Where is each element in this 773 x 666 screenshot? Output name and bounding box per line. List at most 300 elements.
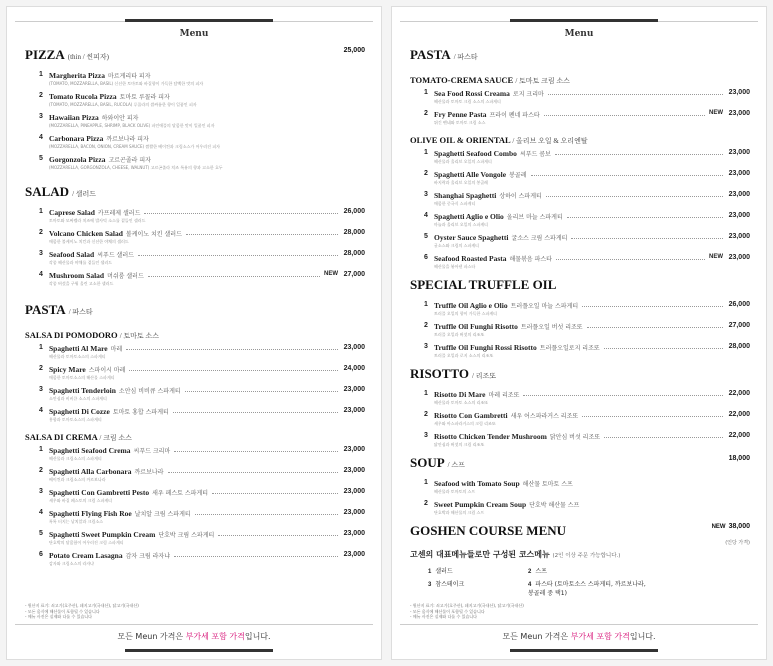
dot-leader <box>587 327 723 328</box>
item-description: (MOZZARELLA, GORGONZOLA, CHEESE, WALNUT) 고르곤졸라 치즈 특유의 향과 고소한 호두 <box>49 165 223 170</box>
item-name-kr: 스파이시 마레 <box>88 367 126 374</box>
menu-item <box>39 386 365 407</box>
dot-leader <box>168 472 338 473</box>
item-description: 해산물과 토마토의 스프 <box>434 489 476 494</box>
course-item <box>528 579 648 597</box>
item-name-en: Sea Food Rossi Creama <box>434 89 510 98</box>
menu-item <box>39 92 365 113</box>
footnote-line: - 메뉴 사진은 실제와 다를 수 있습니다 <box>25 614 93 619</box>
course-item-number: 1 <box>428 569 432 575</box>
item-price: 24,000 <box>343 365 365 372</box>
item-name <box>49 134 149 143</box>
item-name-kr: 토마토 루꼴라 피자 <box>119 94 170 101</box>
dot-leader <box>523 395 723 396</box>
section-subtitle: (thin / 씬피자) <box>67 53 110 61</box>
section-title: RISOTTO <box>410 366 470 381</box>
menu-item <box>424 432 750 453</box>
section-price: 18,000 <box>728 455 750 462</box>
item-name-en: Sweet Pumpkin Cream Soup <box>434 500 527 509</box>
item-name-kr: 트러플오일 마늘 스파게티 <box>510 303 579 310</box>
item-price: 26,000 <box>343 208 365 215</box>
menu-item <box>39 229 365 250</box>
item-name-kr: 날치알 크림 스파게티 <box>134 511 191 518</box>
item-name <box>49 71 151 80</box>
item-number: 4 <box>424 212 428 219</box>
menu-item <box>39 365 365 386</box>
item-price: 22,000 <box>728 390 750 397</box>
footnote-line: - 원산지 표기: 쇠고기(호주산), 돼지고기(국내산), 닭고기(국내산) <box>410 603 524 608</box>
menu-item <box>424 89 750 110</box>
item-name <box>434 390 519 399</box>
course-price <box>712 523 750 530</box>
item-name <box>49 155 151 164</box>
footer-rule <box>15 624 373 625</box>
dot-leader <box>185 391 338 392</box>
item-number: 6 <box>424 254 428 261</box>
item-name-kr: 마레 <box>110 346 123 353</box>
item-price: 23,000 <box>343 488 365 495</box>
item-name-kr: 트러플오일로지 리조또 <box>539 345 600 352</box>
subsection-title: OLIVE OIL & ORIENTAL <box>410 135 511 145</box>
item-price: 28,000 <box>728 343 750 350</box>
item-name-en: Spaghetti Alle Vongole <box>434 170 507 179</box>
item-name-en: Spaghetti Aglio e Olio <box>434 212 504 221</box>
section-subtitle: / 샐러드 <box>72 190 97 198</box>
item-number: 6 <box>39 551 43 558</box>
item-name-en: Margherita Pizza <box>49 71 106 80</box>
item-number: 1 <box>39 446 43 453</box>
item-price: 28,000 <box>343 250 365 257</box>
item-name-en: Caprese Salad <box>49 208 95 217</box>
item-name-en: Spaghetti Con Gambretti Pesto <box>49 488 150 497</box>
item-name-kr: 까르보나라 피자 <box>106 136 149 143</box>
section-title: GOSHEN COURSE MENU <box>410 523 567 538</box>
item-description: 매콤한 볼케이노 치킨과 신선한 야채의 샐러드 <box>49 239 129 244</box>
new-badge: NEW <box>709 110 723 116</box>
section-heading <box>410 523 750 539</box>
course-item <box>528 566 648 575</box>
item-name-en: Tomato Rucola Pizza <box>49 92 117 101</box>
item-name <box>49 509 191 518</box>
item-description: 매콤한 토마토소스의 해산물 스파게티 <box>49 375 115 380</box>
item-number: 2 <box>424 170 428 177</box>
item-price: 23,000 <box>343 344 365 351</box>
item-name-kr: 새우 페스토 스파게티 <box>152 490 209 497</box>
item-description: 매콤한 중국식 스파게티 <box>434 201 476 206</box>
vat-note: 모든 Meun 가격은 부가세 포함 가격입니다. <box>117 632 271 641</box>
footnotes <box>410 603 524 620</box>
item-price: 22,000 <box>728 432 750 439</box>
item-name-kr: 까르보나라 <box>134 469 164 476</box>
item-name-en: Oyster Sauce Spaghetti <box>434 233 509 242</box>
dot-leader <box>531 175 723 176</box>
item-name-kr: 로지 크리마 <box>512 91 544 98</box>
item-price: 23,000 <box>728 110 750 117</box>
item-number: 2 <box>424 110 428 117</box>
section-heading <box>25 302 365 318</box>
menu-item <box>39 551 365 572</box>
subsection-heading <box>410 75 750 86</box>
item-description: 해산물을 볶아낸 파스타 <box>434 264 476 269</box>
item-name-kr: 해물볶음 파스타 <box>509 256 552 263</box>
item-number: 1 <box>424 390 428 397</box>
item-description: 트러플 오일의 향이 가득한 스파게티 <box>434 311 498 316</box>
item-price: 23,000 <box>343 551 365 558</box>
item-number: 2 <box>39 365 43 372</box>
dot-leader <box>582 416 723 417</box>
item-name <box>434 233 567 242</box>
page-title: Menu <box>179 29 209 39</box>
item-price: 22,000 <box>728 411 750 418</box>
item-description: 톡톡 터지는 날치알과 크림소스 <box>49 519 104 524</box>
menu-item <box>424 411 750 432</box>
item-name-en: Spaghetti Al Mare <box>49 344 108 353</box>
item-name <box>49 467 164 476</box>
dot-leader <box>186 234 338 235</box>
menu-item <box>39 530 365 551</box>
menu-item <box>39 344 365 365</box>
dot-leader <box>129 370 338 371</box>
section-heading <box>410 366 750 382</box>
footnote-line: - 모든 음식에 해산물이 포함될 수 있습니다 <box>25 608 100 614</box>
dot-leader <box>174 556 338 557</box>
item-number: 1 <box>424 149 428 156</box>
item-name-en: Spaghetti Sweet Pumpkin Cream <box>49 530 156 539</box>
page-title: Menu <box>564 29 594 39</box>
section-title: SALAD <box>25 184 70 199</box>
item-name-kr: 씨푸드 콤보 <box>519 151 551 158</box>
course-item <box>428 579 528 597</box>
item-name-kr: 새우 어스파라거스 리조또 <box>510 413 579 420</box>
item-number: 3 <box>39 386 43 393</box>
item-name-kr: 프라이 펜네 파스타 <box>489 112 540 119</box>
item-name <box>49 551 170 560</box>
dot-leader <box>144 213 338 214</box>
dot-leader <box>546 196 723 197</box>
item-number: 2 <box>39 467 43 474</box>
footnote-line: - 메뉴 사진은 실제와 다를 수 있습니다 <box>410 614 478 619</box>
course-item-text: 참스테이크 <box>435 581 465 588</box>
item-name-en: Spaghetti Flying Fish Roe <box>49 509 132 518</box>
top-accent-bar <box>510 19 658 22</box>
item-name-en: Mushroom Salad <box>49 271 105 280</box>
item-number: 1 <box>39 344 43 351</box>
item-number: 1 <box>424 301 428 308</box>
item-name-kr: 볼케이노 치킨 샐러드 <box>125 231 182 238</box>
item-number: 2 <box>39 92 43 99</box>
dot-leader <box>126 349 338 350</box>
item-name-kr: 단호박 크림 스파게티 <box>158 532 215 539</box>
item-description: 해산물과 올리브 오일의 스파게티 <box>434 159 492 164</box>
item-price: 23,000 <box>728 212 750 219</box>
dot-leader <box>195 514 338 515</box>
item-description: 바지락과 올리브 오일의 봉골레 <box>434 180 489 185</box>
item-price: 26,000 <box>728 301 750 308</box>
subsection-title: SALSA DI POMODORO <box>25 330 118 340</box>
dot-leader <box>555 154 723 155</box>
item-name <box>49 344 122 353</box>
item-description: 새우와 바질 페스토의 크림 스파게티 <box>49 498 113 503</box>
item-name-en: Truffle Oil Funghi Risotto <box>434 322 518 331</box>
item-description: 베이컨과 크림소스의 까르보나라 <box>49 477 106 482</box>
top-accent-bar <box>125 19 273 22</box>
course-item-number: 2 <box>528 569 532 575</box>
item-price: 23,000 <box>343 509 365 516</box>
menu-item <box>39 488 365 509</box>
item-price: 23,000 <box>343 446 365 453</box>
new-badge: NEW <box>711 524 726 530</box>
item-name-en: Gorgonzola Pizza <box>49 155 106 164</box>
item-description: (TOMATO, MOZZARELLA, BASIL, RUCOLA) 루꼴라의 쌉싸름한 향이 일품인 피자 <box>49 102 197 107</box>
item-name-kr: 단호박 해산물 스프 <box>529 502 580 509</box>
item-name-en: Spaghetti Seafood Crema <box>49 446 131 455</box>
item-name <box>49 530 214 539</box>
item-name <box>49 250 134 259</box>
menu-item <box>39 134 365 155</box>
menu-item <box>424 254 750 275</box>
section-title: PASTA <box>25 302 66 317</box>
section-heading <box>410 277 750 293</box>
item-name <box>49 208 140 217</box>
menu-item <box>424 301 750 322</box>
course-price-note: (인당 가격) <box>725 540 750 546</box>
item-name <box>434 212 563 221</box>
footnote-line: - 모든 음식에 해산물이 포함될 수 있습니다 <box>410 608 485 614</box>
item-name-en: Shanghai Spaghetti <box>434 191 497 200</box>
item-name-kr: 씨푸드 샐러드 <box>97 252 134 259</box>
dot-leader <box>548 94 723 95</box>
item-description: 소안심과 비비큐 소스의 스파게티 <box>49 396 107 401</box>
item-name <box>49 271 144 280</box>
item-name <box>49 446 170 455</box>
item-name-en: Carbonara Pizza <box>49 134 104 143</box>
item-price: 23,000 <box>728 191 750 198</box>
vat-note: 모든 Meun 가격은 부가세 포함 가격입니다. <box>502 632 656 641</box>
subsection-subtitle: / 토마토 소스 <box>119 332 159 340</box>
section-heading <box>410 455 750 471</box>
menu-item <box>39 250 365 271</box>
item-number: 2 <box>424 411 428 418</box>
item-name <box>49 365 125 374</box>
dot-leader <box>567 217 723 218</box>
item-name-kr: 닭안심 버섯 리조또 <box>549 434 601 441</box>
item-name <box>49 386 181 395</box>
menu-item <box>39 208 365 229</box>
course-items <box>428 566 750 597</box>
section-title: SPECIAL TRUFFLE OIL <box>410 277 557 292</box>
dot-leader <box>544 115 705 116</box>
item-description: 각종 버섯을 구워 올린 고소한 샐러드 <box>49 281 114 286</box>
item-name-en: Spicy Mare <box>49 365 86 374</box>
menu-item <box>39 446 365 467</box>
menu-item <box>39 155 365 176</box>
course-item-number: 3 <box>428 582 432 588</box>
dot-leader <box>138 255 338 256</box>
section-subtitle: / 파스타 <box>68 308 93 316</box>
menu-item <box>39 467 365 488</box>
item-price: 23,000 <box>343 467 365 474</box>
item-name <box>434 322 583 331</box>
new-badge: NEW <box>324 271 338 277</box>
menu-item <box>424 322 750 343</box>
item-name-en: Hawaiian Pizza <box>49 113 99 122</box>
item-name-en: Spaghetti Di Cozze <box>49 407 110 416</box>
item-name <box>434 110 540 119</box>
item-number: 2 <box>424 500 428 507</box>
item-name-kr: 소안심 비비큐 스파게티 <box>118 388 181 395</box>
item-description: 닭안심과 버섯의 크림 리조또 <box>434 442 485 447</box>
section-heading <box>25 184 365 200</box>
item-number: 3 <box>39 250 43 257</box>
item-number: 3 <box>39 113 43 120</box>
course-order-note: (2인 이상 주문 가능합니다.) <box>552 553 621 559</box>
item-description: 굴소스와 크림의 스파게티 <box>434 243 480 248</box>
item-name <box>434 191 542 200</box>
item-name <box>434 500 579 509</box>
course-price-value: 38,000 <box>728 523 750 530</box>
section-title: SOUP <box>410 455 445 470</box>
subsection-title: SALSA DI CREMA <box>25 432 98 442</box>
item-price: 28,000 <box>343 229 365 236</box>
item-number: 2 <box>39 229 43 236</box>
menu-item <box>424 191 750 212</box>
item-name-kr: 봉골레 <box>509 172 527 179</box>
section-title: PIZZA <box>25 47 65 62</box>
item-number: 3 <box>424 343 428 350</box>
item-price: 23,000 <box>728 170 750 177</box>
item-name-kr: 상하이 스파게티 <box>499 193 542 200</box>
item-name-kr: 머쉬룸 샐러드 <box>107 273 144 280</box>
item-price: 23,000 <box>343 530 365 537</box>
menu-item <box>39 71 365 92</box>
item-number: 1 <box>424 89 428 96</box>
subsection-subtitle: / 크림 소스 <box>99 434 132 442</box>
subsection-heading <box>410 135 750 146</box>
item-name-en: Seafood Roasted Pasta <box>434 254 507 263</box>
item-name <box>49 113 138 122</box>
item-price: 27,000 <box>728 322 750 329</box>
course-item-number: 4 <box>528 582 532 588</box>
course-item-text: 스프 <box>535 568 547 575</box>
item-name-kr: 카프레제 샐러드 <box>97 210 141 217</box>
item-price: 23,000 <box>728 254 750 261</box>
item-name <box>434 170 527 179</box>
item-description: 튀긴 펜네와 토마토 크림 소스 <box>434 120 486 125</box>
item-number: 1 <box>39 71 43 78</box>
item-name <box>434 479 573 488</box>
item-description: 트러플 오일과 버섯의 리조또 <box>434 332 485 337</box>
item-description: 해산물과 토마토 크림 소스의 스파게티 <box>434 99 501 104</box>
item-name-en: Spaghetti Tenderloin <box>49 386 116 395</box>
item-description: 감자와 크림소스의 라자냐 <box>49 561 95 566</box>
item-description: (TOMATO, MOZZARELLA, BASIL) 신선한 토마토와 바질향이 가득한 담백한 맛의 피자 <box>49 81 204 86</box>
item-description: 단호박의 달콤함이 어우러진 크림 스파게티 <box>49 540 124 545</box>
subsection-heading <box>25 330 365 341</box>
bottom-accent-bar <box>125 649 273 652</box>
course-item-text: 샐러드 <box>435 568 453 575</box>
menu-item <box>39 271 365 292</box>
section-title: PASTA <box>410 47 451 62</box>
menu-item <box>39 407 365 428</box>
item-number: 4 <box>39 509 43 516</box>
dot-leader <box>174 451 338 452</box>
section-heading <box>410 47 750 63</box>
item-name-en: Risotto Con Gambretti <box>434 411 508 420</box>
item-description: 새우와 아스파라거스의 크림 리조또 <box>434 421 496 426</box>
item-name-kr: 굴소스 크림 스파게티 <box>511 235 568 242</box>
item-name <box>434 89 544 98</box>
course-item <box>428 566 528 575</box>
section-subtitle: / 스프 <box>447 461 465 469</box>
item-name-en: Risotto Di Mare <box>434 390 486 399</box>
menu-item <box>39 509 365 530</box>
section-subtitle: / 파스타 <box>453 53 478 61</box>
dot-leader <box>148 276 320 277</box>
footnotes <box>25 603 139 620</box>
section-subtitle: / 리조또 <box>472 372 496 380</box>
item-number: 2 <box>424 322 428 329</box>
item-name-kr: 해산물 토마토 스프 <box>522 481 573 488</box>
item-name-en: Truffle Oil Funghi Rossi Risotto <box>434 343 537 352</box>
item-number: 1 <box>424 479 428 486</box>
item-name-en: Spaghetti Seafood Combo <box>434 149 517 158</box>
menu-item <box>424 212 750 233</box>
menu-item <box>424 170 750 191</box>
subsection-subtitle: / 올리브 오일 & 오리엔탈 <box>512 137 588 145</box>
item-name-kr: 올리브 마늘 스파게티 <box>506 214 563 221</box>
left-content <box>25 47 365 572</box>
item-name-kr: 씨푸드 크리마 <box>133 448 171 455</box>
dot-leader <box>571 238 723 239</box>
item-number: 5 <box>39 155 43 162</box>
item-price: 23,000 <box>728 149 750 156</box>
item-name-kr: 마레 리조또 <box>488 392 520 399</box>
item-name <box>434 343 600 352</box>
dot-leader <box>582 306 723 307</box>
menu-item <box>39 113 365 134</box>
item-description: 단호박과 해산물의 크림 스프 <box>434 510 485 515</box>
item-description: 해산물과 토마토소스의 스파게티 <box>49 354 106 359</box>
dot-leader <box>604 348 723 349</box>
item-name <box>434 411 578 420</box>
menu-item <box>424 390 750 411</box>
subsection-title: TOMATO-CREMA SAUCE <box>410 75 514 85</box>
item-name <box>49 488 208 497</box>
item-name-kr: 감자 크림 라자냐 <box>125 553 170 560</box>
item-name-en: Fry Penne Pasta <box>434 110 487 119</box>
subsection-subtitle: / 토마토 크림 소스 <box>515 77 570 85</box>
item-price: 23,000 <box>343 407 365 414</box>
item-description: (MOZZARELLA, PINEAPPLE, SHRIMP, BLACK OLIVE) 파인애플의 달콤한 맛이 일품인 피자 <box>49 123 215 128</box>
item-price: 23,000 <box>728 233 750 240</box>
item-name <box>434 301 578 310</box>
menu-item <box>424 110 750 131</box>
menu-page-left <box>6 6 382 660</box>
dot-leader <box>218 535 338 536</box>
item-description: (MOZZARELLA, BACON, ONION, CREAM SAUCE) 짭짤한 베이컨과 크림소스가 어우러진 피자 <box>49 144 221 149</box>
item-name-en: Seafood Salad <box>49 250 95 259</box>
course-item-text: 파스타 (토마토소스 스파게티, 까르보나라, 봉골레 중 택1) <box>528 581 646 597</box>
dot-leader <box>604 437 723 438</box>
item-number: 4 <box>39 134 43 141</box>
subsection-heading <box>25 432 365 443</box>
menu-item <box>424 343 750 364</box>
item-name <box>49 92 170 101</box>
item-name <box>434 432 600 441</box>
menu-item <box>424 149 750 170</box>
item-description: 해산물과 크림소스의 스파게티 <box>49 456 102 461</box>
footer-rule <box>400 624 758 625</box>
